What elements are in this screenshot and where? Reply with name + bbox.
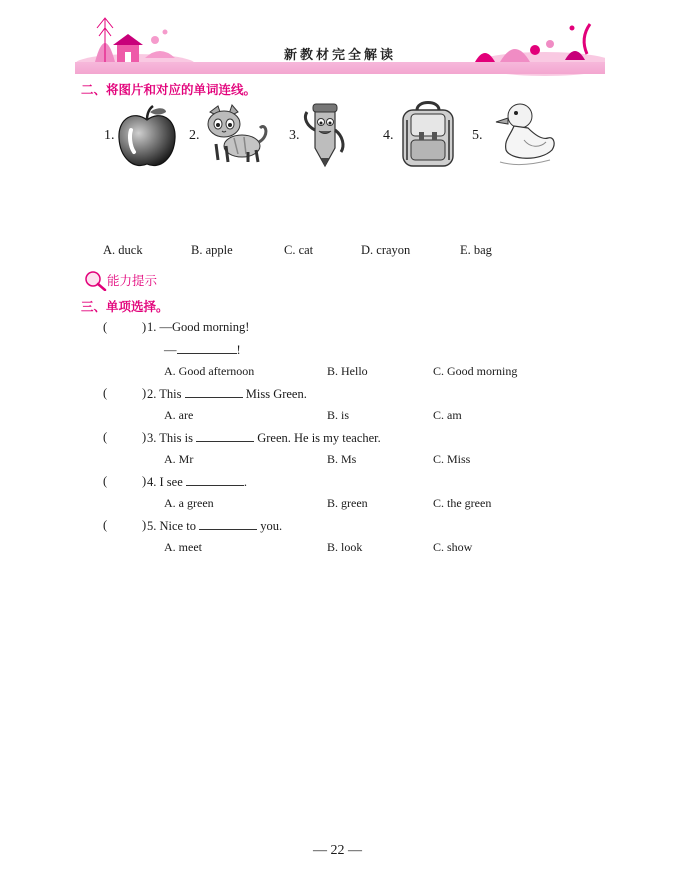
cat-picture: [204, 104, 274, 166]
answer-a: A. duck: [103, 243, 143, 257]
question-1-option-a: A. Good afternoon: [164, 364, 255, 378]
question-1-option-c: C. Good morning: [433, 364, 518, 378]
answer-paren-open: (: [103, 320, 108, 334]
question-1-option-b: B. Hello: [327, 364, 368, 378]
header-title: 新教材完全解读: [283, 48, 396, 63]
answer-paren-open: (: [103, 430, 108, 444]
answer-e: E. bag: [460, 243, 492, 257]
answer-d: D. crayon: [361, 243, 411, 257]
question-4-option-b: B. green: [327, 496, 368, 510]
answer-paren-close: ): [142, 474, 147, 488]
question-5-option-a: A. meet: [164, 540, 202, 554]
magnifier-icon: [83, 269, 107, 291]
question-3-option-a: A. Mr: [164, 452, 194, 466]
picture-number-1: 1.: [104, 128, 115, 143]
answer-paren-close: ): [142, 386, 147, 400]
picture-number-4: 4.: [383, 128, 394, 143]
stem-start: 5. Nice to: [147, 519, 196, 533]
question-3-option-b: B. Ms: [327, 452, 357, 466]
crayon-picture: [301, 100, 349, 170]
answer-blank[interactable]: [177, 342, 237, 354]
answer-blank[interactable]: [199, 518, 257, 530]
duck-picture: [490, 100, 560, 170]
question-2-option-c: C. am: [433, 408, 462, 422]
dash: —: [164, 343, 177, 357]
answer-paren-close: ): [142, 320, 147, 334]
page-number: — 22 —: [313, 843, 362, 858]
question-3-stem: [147, 430, 381, 446]
exclamation: !: [236, 343, 241, 357]
answer-paren-open: (: [103, 474, 108, 488]
question-1-line2: [164, 342, 241, 358]
question-5-stem: [147, 518, 282, 534]
picture-number-3: 3.: [289, 128, 300, 143]
section2-title: 二、将图片和对应的单词连线。: [81, 82, 257, 97]
hint-label: 能力提示: [107, 273, 158, 288]
picture-number-5: 5.: [472, 128, 483, 143]
question-4-stem: [147, 474, 247, 490]
question-2-stem: [147, 386, 307, 402]
answer-blank[interactable]: [196, 430, 254, 442]
stem-end: you.: [260, 519, 283, 533]
picture-number-2: 2.: [189, 128, 200, 143]
question-4-option-a: A. a green: [164, 496, 214, 510]
answer-paren-open: (: [103, 518, 108, 532]
answer-blank[interactable]: [185, 386, 243, 398]
question-2-option-b: B. is: [327, 408, 350, 422]
question-5-option-b: B. look: [327, 540, 363, 554]
answer-b: B. apple: [191, 243, 233, 257]
answer-blank[interactable]: [186, 474, 244, 486]
stem-end: Miss Green.: [245, 387, 307, 401]
apple-picture: [116, 104, 178, 170]
answer-paren-open: (: [103, 386, 108, 400]
answer-paren-close: ): [142, 430, 147, 444]
stem-start: 3. This is: [147, 431, 193, 445]
stem-start: 4. I see: [147, 475, 183, 489]
question-2-option-a: A. are: [164, 408, 194, 422]
header-banner: [75, 14, 605, 76]
question-3-option-c: C. Miss: [433, 452, 471, 466]
question-5-option-c: C. show: [433, 540, 473, 554]
question-4-option-c: C. the green: [433, 496, 492, 510]
stem-start: 2. This: [147, 387, 182, 401]
question-1-stem: 1. —Good morning!: [147, 320, 250, 334]
banner-bar: [75, 62, 605, 74]
answer-c: C. cat: [284, 243, 314, 257]
stem-end: .: [243, 475, 247, 489]
bag-picture: [399, 100, 457, 170]
answer-paren-close: ): [142, 518, 147, 532]
section3-title: 三、单项选择。: [81, 299, 169, 314]
stem-end: Green. He is my teacher.: [257, 431, 381, 445]
